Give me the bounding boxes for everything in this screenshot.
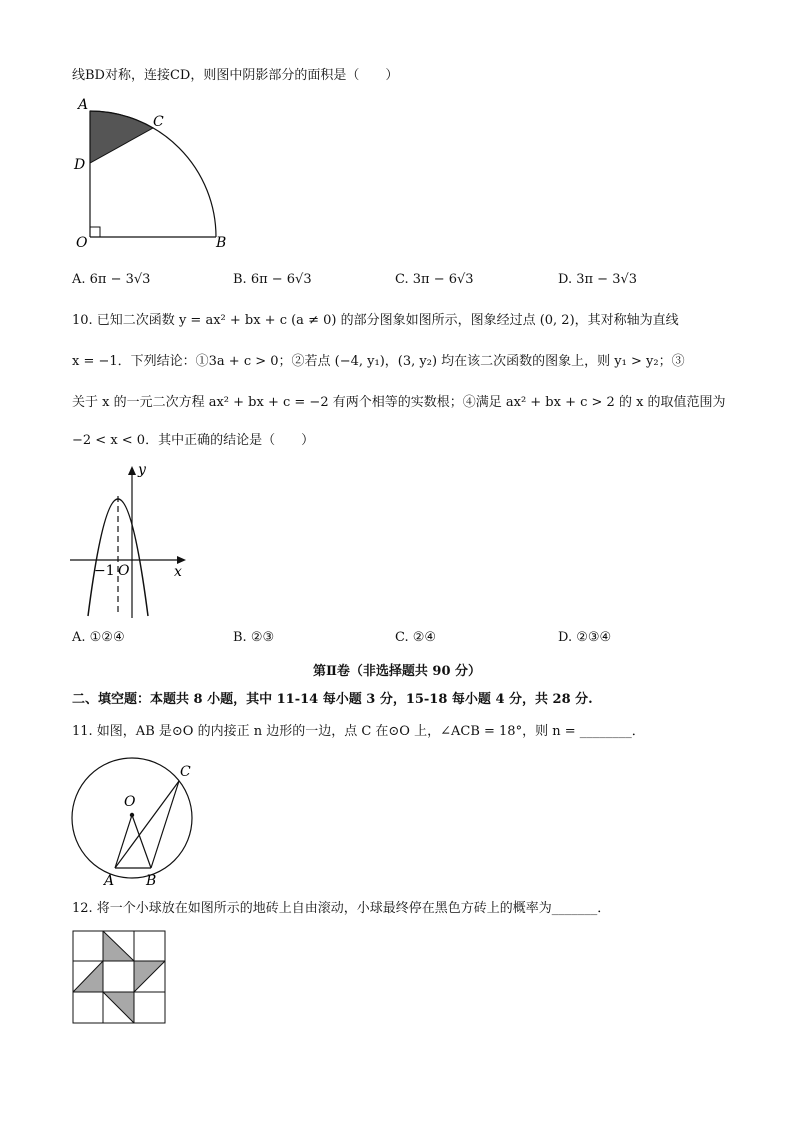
q9-option-c: C. 3π − 6√3 bbox=[395, 272, 474, 287]
q9-label-c: C bbox=[153, 114, 164, 130]
section-2-title: 第Ⅱ卷（非选择题共 90 分） bbox=[312, 664, 482, 679]
q10-option-b: B. ②③ bbox=[233, 630, 275, 645]
q9-option-d: D. 3π − 3√3 bbox=[558, 272, 638, 287]
q11-label-a: A bbox=[104, 873, 115, 889]
q9-text: 线BD对称，连接CD，则图中阴影部分的面积是（ ） bbox=[72, 68, 399, 83]
q11-segment-bc bbox=[151, 781, 179, 868]
q11-label-c: C bbox=[180, 764, 191, 780]
q10-line-2: x = −1．下列结论：①3a + c > 0；②若点 (−4, y₁)，(3, y₂) 均在该二次函数的图象上，则 y₁ > y₂；③ bbox=[72, 354, 685, 369]
q10-x-axis-arrow bbox=[177, 556, 186, 564]
q9-label-o: O bbox=[76, 235, 88, 251]
q10-option-d: D. ②③④ bbox=[558, 630, 612, 645]
q12-text: 12. 将一个小球放在如图所示的地砖上自由滚动，小球最终停在黑色方砖上的概率为_______． bbox=[72, 901, 611, 916]
q9-figure bbox=[60, 95, 230, 255]
q10-y-axis-arrow bbox=[128, 466, 136, 475]
q11-label-o: O bbox=[124, 794, 136, 810]
q11-label-b: B bbox=[146, 873, 157, 889]
section-2-heading: 二、填空题：本题共 8 小题，其中 11-14 每小题 3 分，15-18 每小题 4 分，共 28 分. bbox=[72, 692, 593, 707]
q12-tile-grid bbox=[72, 930, 166, 1024]
q11-figure bbox=[66, 755, 206, 890]
q10-line-4: −2 < x < 0．其中正确的结论是（ ） bbox=[72, 433, 315, 448]
q9-label-d: D bbox=[74, 157, 86, 173]
q10-line-1: 10. 已知二次函数 y = ax² + bx + c (a ≠ 0) 的部分图象如图所示，图象经过点 (0, 2)，其对称轴为直线 bbox=[72, 313, 679, 328]
q9-shaded-region bbox=[90, 111, 153, 163]
q10-label-minus-one: −1 bbox=[94, 563, 115, 579]
q10-option-a: A. ①②④ bbox=[72, 630, 125, 645]
q11-circle bbox=[72, 758, 192, 878]
q11-segment-oa bbox=[115, 815, 132, 868]
q10-label-y: y bbox=[138, 462, 146, 478]
q10-label-o: O bbox=[118, 563, 130, 579]
q9-option-b: B. 6π − 6√3 bbox=[233, 272, 312, 287]
q10-option-c: C. ②④ bbox=[395, 630, 437, 645]
q10-figure bbox=[66, 458, 196, 618]
q11-center-point bbox=[130, 813, 134, 817]
q9-right-angle-mark bbox=[90, 227, 100, 237]
q9-option-a: A. 6π − 3√3 bbox=[72, 272, 151, 287]
q10-label-x: x bbox=[174, 564, 182, 580]
q11-text: 11. 如图，AB 是⊙O 的内接正 n 边形的一边，点 C 在⊙O 上，∠ACB = 18°，则 n = ________． bbox=[72, 724, 645, 739]
q10-line-3: 关于 x 的一元二次方程 ax² + bx + c = −2 有两个相等的实数根；④满足 ax² + bx + c > 2 的 x 的取值范围为 bbox=[72, 395, 726, 410]
q9-label-a: A bbox=[78, 97, 89, 113]
q12-grid-border bbox=[73, 931, 165, 1023]
q9-label-b: B bbox=[216, 235, 227, 251]
